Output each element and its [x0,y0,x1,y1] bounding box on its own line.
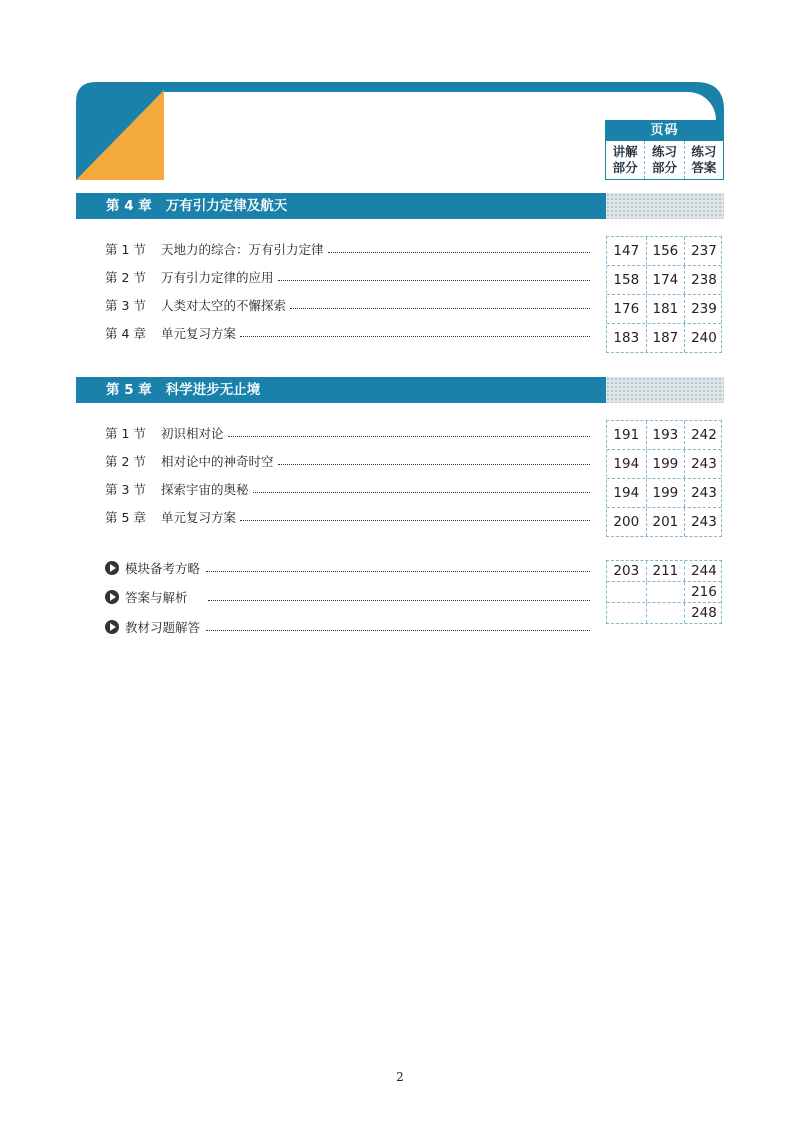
page-number: 194 [613,485,640,501]
page-number-footer: 2 [396,1070,404,1084]
page-number: 242 [684,421,723,449]
page-number: 211 [646,561,685,581]
page-number: 147 [613,243,640,259]
page-number: 191 [613,427,640,443]
section-title: 初识相对论 [161,426,224,441]
column-answers: 练习 答案 [684,141,723,179]
dot-leader [290,308,590,309]
dot-leader [253,492,590,493]
chapter-number: 第 5 章 [106,382,152,398]
page-number: 203 [613,563,640,579]
toc-entry[interactable] [105,240,590,258]
section-title: 万有引力定律的应用 [161,270,274,285]
page-number: 237 [684,237,723,265]
page-number [607,603,646,623]
page-number: 193 [646,421,685,449]
section-number: 第 2 节 [105,270,146,285]
play-arrow-icon [105,561,119,575]
toc-entry[interactable] [105,296,590,314]
chapter-title: 科学进步无止境 [165,382,261,398]
page-number: 243 [684,479,723,507]
page-number: 239 [684,295,723,323]
section-title: 人类对太空的不懈探索 [161,298,287,313]
page-number-row [607,478,721,507]
page-number: 216 [684,582,723,602]
page-number: 240 [684,324,723,352]
page-number: 248 [684,603,723,623]
section-number: 第 3 节 [105,482,146,497]
page-number-grid [606,420,722,537]
page-number-grid [606,236,722,353]
page-number-row [607,237,721,265]
column-practice: 练习 部分 [644,141,683,179]
play-arrow-icon [105,620,119,634]
page-number-row [607,421,721,449]
dot-leader [240,520,590,521]
extra-title: 答案与解析 [125,590,188,605]
page-number: 156 [646,237,685,265]
chapter-bar-5 [76,377,724,403]
page-number-row [607,265,721,294]
page-number: 187 [646,324,685,352]
page-number-row [607,602,721,623]
section-title: 单元复习方案 [161,510,237,525]
page-number-row [607,507,721,536]
section-title: 单元复习方案 [161,326,237,341]
dot-leader [206,571,590,572]
chapter-number: 第 4 章 [106,198,152,214]
page-number: 176 [613,301,640,317]
page-number-row [607,323,721,352]
page-number: 199 [646,479,685,507]
chapter-bar-4 [76,193,724,219]
section-number: 第 3 节 [105,298,146,313]
page-number-row [607,581,721,602]
page-number: 200 [613,514,640,530]
page-number [646,603,685,623]
section-title: 探索宇宙的奥秘 [161,482,249,497]
page-number-row [607,294,721,323]
toc-entry[interactable] [105,452,590,470]
section-title: 相对论中的神奇时空 [161,454,274,469]
dot-leader [228,436,590,437]
dot-leader [278,280,590,281]
page-number-header [605,120,724,180]
toc-extra-entry[interactable] [105,618,590,636]
page-number: 199 [646,450,685,478]
toc-entry[interactable] [105,424,590,442]
chapter-title: 万有引力定律及航天 [165,198,288,214]
toc-entry[interactable] [105,268,590,286]
dot-leader [328,252,590,253]
section-title: 天地力的综合：万有引力定律 [161,242,324,257]
page-number: 194 [613,456,640,472]
dot-leader [240,336,590,337]
page-number: 243 [684,508,723,536]
page-number: 238 [684,266,723,294]
page-number: 201 [646,508,685,536]
section-number: 第 5 章 [105,510,146,525]
toc-extra-entry[interactable] [105,588,590,606]
page-number: 158 [613,272,640,288]
section-number: 第 1 节 [105,426,146,441]
toc-entry[interactable] [105,324,590,342]
page-number: 244 [684,561,723,581]
page-number-row [607,561,721,581]
page-number: 174 [646,266,685,294]
page-number-label: 页码 [606,121,723,141]
dot-leader [206,630,590,631]
play-arrow-icon [105,590,119,604]
toc-entry[interactable] [105,508,590,526]
dot-leader [278,464,590,465]
page-number: 243 [684,450,723,478]
toc-entry[interactable] [105,480,590,498]
toc-extra-entry[interactable] [105,559,590,577]
extra-title: 教材习题解答 [125,620,201,635]
section-number: 第 4 章 [105,326,146,341]
section-number: 第 2 节 [105,454,146,469]
page-number [646,582,685,602]
section-number: 第 1 节 [105,242,146,257]
page-number: 181 [646,295,685,323]
extra-title: 模块备考方略 [125,561,201,576]
page-number: 183 [613,330,640,346]
column-explanation: 讲解 部分 [612,144,638,175]
page-number-row [607,449,721,478]
dot-leader [208,600,590,601]
page-number-grid [606,560,722,624]
page-number [607,582,646,602]
